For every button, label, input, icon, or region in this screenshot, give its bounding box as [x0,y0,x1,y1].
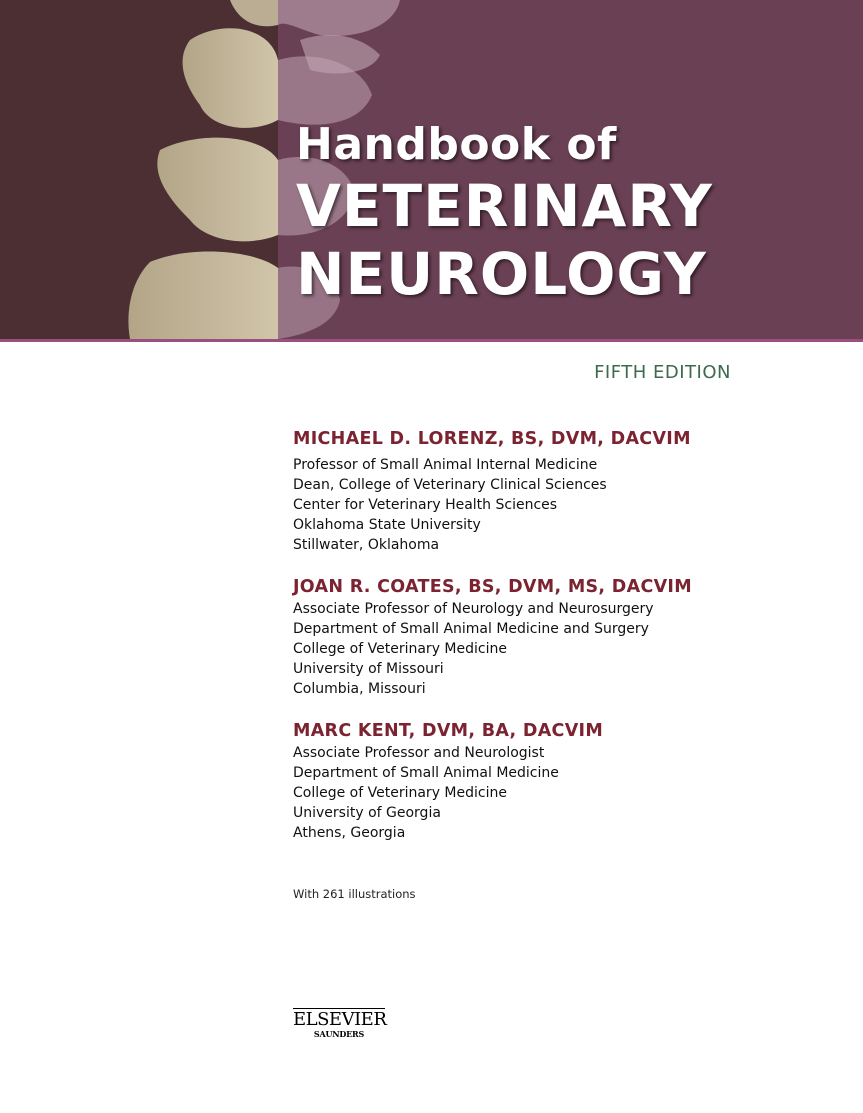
author-affiliation: Center for Veterinary Health Sciences [293,497,558,513]
publisher-imprint: SAUNDERS [313,1029,365,1039]
author-name: JOAN R. COATES, BS, DVM, MS, DACVIM [293,577,692,597]
author-affiliation: College of Veterinary Medicine [293,785,507,801]
author-affiliation: Columbia, Missouri [293,681,426,697]
author-affiliation: Department of Small Animal Medicine and Surgery [293,621,649,637]
publisher-logo [293,1008,385,1039]
cover-banner [0,0,863,339]
author-affiliation: Oklahoma State University [293,517,481,533]
author-affiliation: Stillwater, Oklahoma [293,537,440,553]
author-affiliation: University of Georgia [293,805,441,821]
author-name: MARC KENT, DVM, BA, DACVIM [293,721,604,741]
author-affiliation: Associate Professor and Neurologist [293,745,545,761]
author-affiliation: College of Veterinary Medicine [293,641,507,657]
title-line-veterinary: VETERINARY [296,172,713,240]
banner-divider [0,339,863,342]
title-line-handbook: Handbook of [296,119,617,170]
title-line-neurology: NEUROLOGY [296,240,707,308]
author-affiliation: Dean, College of Veterinary Clinical Sciences [293,477,607,493]
edition-label: FIFTH EDITION [594,362,731,383]
author-affiliation: Department of Small Animal Medicine [293,765,559,781]
author-block [293,719,833,843]
author-block [293,427,833,555]
author-affiliation: Athens, Georgia [293,825,406,841]
author-name: MICHAEL D. LORENZ, BS, DVM, DACVIM [293,429,691,449]
author-affiliation: Professor of Small Animal Internal Medicine [293,457,598,473]
author-block [293,575,833,699]
author-affiliation: University of Missouri [293,661,444,677]
author-list [293,427,833,863]
author-affiliation: Associate Professor of Neurology and Neurosurgery [293,601,654,617]
illustrations-note: With 261 illustrations [293,887,416,901]
book-title [296,118,713,308]
publisher-name: ELSEVIER [293,1009,387,1030]
